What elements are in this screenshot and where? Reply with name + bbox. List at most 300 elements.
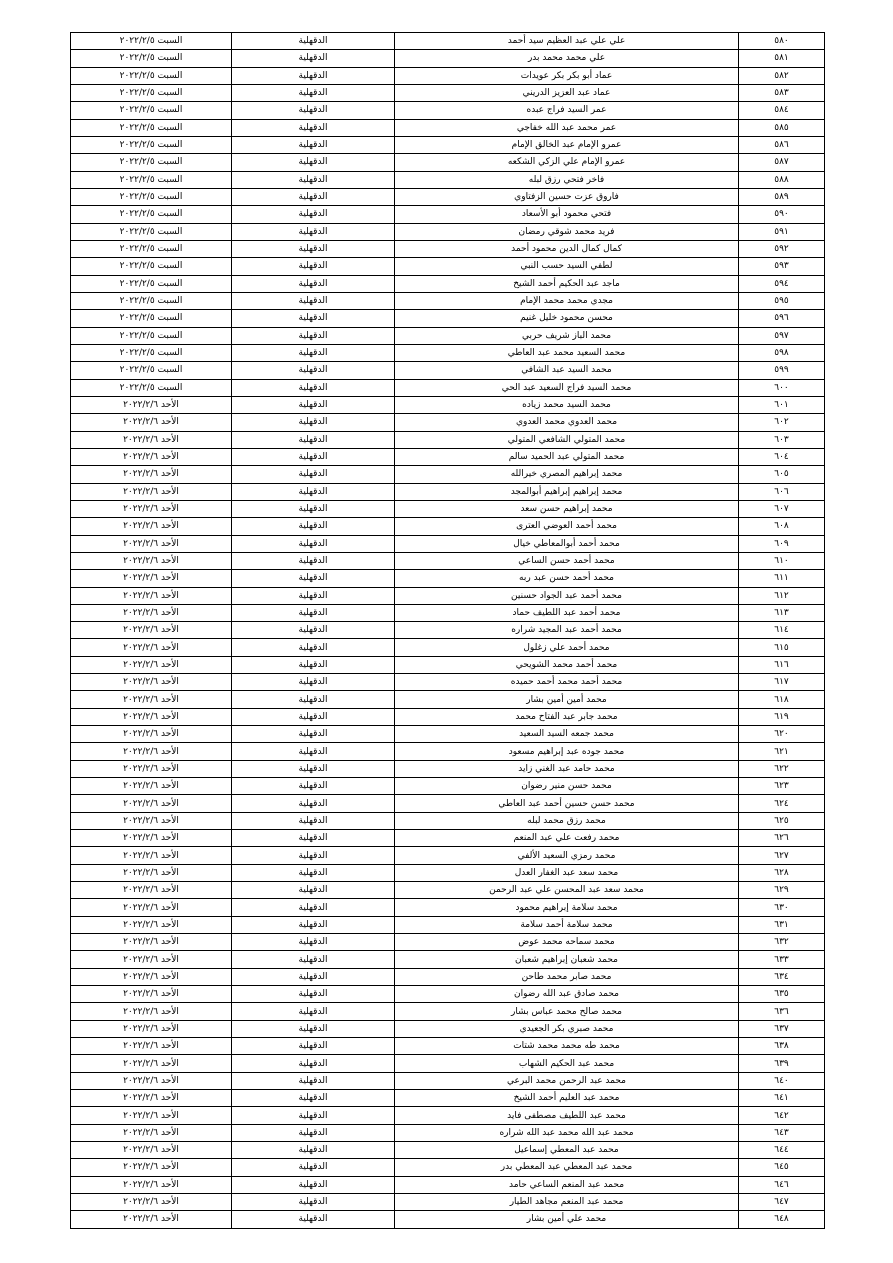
date-cell: الأحد ٢٠٢٢/٢/٦ (71, 760, 232, 777)
row-number-cell: ٥٨٩ (739, 188, 825, 205)
governorate-cell: الدقهلية (232, 310, 395, 327)
governorate-cell: الدقهلية (232, 986, 395, 1003)
name-cell: محمد المتولي الشافعي المتولي (395, 431, 739, 448)
date-cell: السبت ٢٠٢٢/٢/٥ (71, 344, 232, 361)
table-row (71, 154, 825, 171)
date-cell: السبت ٢٠٢٢/٢/٥ (71, 50, 232, 67)
date-cell: الأحد ٢٠٢٢/٢/٦ (71, 431, 232, 448)
name-cell: محمد حسن حسين أحمد عبد العاطي (395, 795, 739, 812)
row-number-cell: ٦٢١ (739, 743, 825, 760)
table-row (71, 743, 825, 760)
governorate-cell: الدقهلية (232, 864, 395, 881)
governorate-cell: الدقهلية (232, 1072, 395, 1089)
name-cell: فاروق عزت حسين الزفتاوي (395, 188, 739, 205)
table-row (71, 1159, 825, 1176)
name-cell: محمد رمزي السعيد الألفي (395, 847, 739, 864)
table-row (71, 310, 825, 327)
table-row (71, 1090, 825, 1107)
date-cell: الأحد ٢٠٢٢/٢/٦ (71, 1211, 232, 1228)
date-cell: الأحد ٢٠٢٢/٢/٦ (71, 708, 232, 725)
row-number-cell: ٦٢٦ (739, 830, 825, 847)
governorate-cell: الدقهلية (232, 362, 395, 379)
date-cell: السبت ٢٠٢٢/٢/٥ (71, 275, 232, 292)
row-number-cell: ٥٨٤ (739, 102, 825, 119)
date-cell: الأحد ٢٠٢٢/٢/٦ (71, 1020, 232, 1037)
name-cell: علي محمد محمد بدر (395, 50, 739, 67)
name-cell: عمرو الإمام عبد الخالق الإمام (395, 136, 739, 153)
row-number-cell: ٦٢٣ (739, 778, 825, 795)
table-row (71, 102, 825, 119)
row-number-cell: ٥٩٥ (739, 292, 825, 309)
name-cell: محمد سلامة أحمد سلامة (395, 916, 739, 933)
row-number-cell: ٦١٧ (739, 674, 825, 691)
table-row (71, 951, 825, 968)
date-cell: الأحد ٢٠٢٢/٢/٦ (71, 795, 232, 812)
date-cell: الأحد ٢٠٢٢/٢/٦ (71, 518, 232, 535)
governorate-cell: الدقهلية (232, 830, 395, 847)
row-number-cell: ٦٠٣ (739, 431, 825, 448)
table-row (71, 379, 825, 396)
table-row (71, 760, 825, 777)
date-cell: الأحد ٢٠٢٢/٢/٦ (71, 778, 232, 795)
date-cell: الأحد ٢٠٢٢/٢/٦ (71, 604, 232, 621)
date-cell: الأحد ٢٠٢٢/٢/٦ (71, 674, 232, 691)
governorate-cell: الدقهلية (232, 1193, 395, 1210)
table-row (71, 674, 825, 691)
table-row (71, 1107, 825, 1124)
governorate-cell: الدقهلية (232, 552, 395, 569)
date-cell: السبت ٢٠٢٢/٢/٥ (71, 292, 232, 309)
governorate-cell: الدقهلية (232, 258, 395, 275)
governorate-cell: الدقهلية (232, 968, 395, 985)
name-cell: محمد صابر محمد طاحن (395, 968, 739, 985)
date-cell: الأحد ٢٠٢٢/٢/٦ (71, 570, 232, 587)
date-cell: الأحد ٢٠٢٢/٢/٦ (71, 864, 232, 881)
name-cell: عمرو الإمام علي الزكي الشكعه (395, 154, 739, 171)
table-row (71, 206, 825, 223)
name-cell: عماد عبد العزيز الدريني (395, 84, 739, 101)
name-cell: محمد أمين أمين بشار (395, 691, 739, 708)
table-row (71, 1038, 825, 1055)
row-number-cell: ٦١٥ (739, 639, 825, 656)
governorate-cell: الدقهلية (232, 327, 395, 344)
row-number-cell: ٥٩٠ (739, 206, 825, 223)
row-number-cell: ٦٠٢ (739, 414, 825, 431)
table-row (71, 656, 825, 673)
table-row (71, 414, 825, 431)
row-number-cell: ٦٢٩ (739, 882, 825, 899)
date-cell: الأحد ٢٠٢٢/٢/٦ (71, 951, 232, 968)
row-number-cell: ٥٩٦ (739, 310, 825, 327)
governorate-cell: الدقهلية (232, 726, 395, 743)
table-body (71, 33, 825, 1229)
governorate-cell: الدقهلية (232, 84, 395, 101)
row-number-cell: ٦٠٦ (739, 483, 825, 500)
governorate-cell: الدقهلية (232, 899, 395, 916)
date-cell: الأحد ٢٠٢٢/٢/٦ (71, 483, 232, 500)
name-cell: محمد سلامة إبراهيم محمود (395, 899, 739, 916)
table-row (71, 119, 825, 136)
name-cell: محمد السيد عبد الشافي (395, 362, 739, 379)
name-cell: محمد عبد الرحمن محمد البرعي (395, 1072, 739, 1089)
row-number-cell: ٥٨٦ (739, 136, 825, 153)
governorate-cell: الدقهلية (232, 604, 395, 621)
date-cell: الأحد ٢٠٢٢/٢/٦ (71, 535, 232, 552)
row-number-cell: ٦٣٥ (739, 986, 825, 1003)
date-cell: السبت ٢٠٢٢/٢/٥ (71, 171, 232, 188)
name-cell: علي علي عبد العظيم سيد أحمد (395, 33, 739, 50)
name-cell: محمد صادق عبد الله رضوان (395, 986, 739, 1003)
row-number-cell: ٦٣٦ (739, 1003, 825, 1020)
table-row (71, 587, 825, 604)
row-number-cell: ٦٢٠ (739, 726, 825, 743)
table-row (71, 431, 825, 448)
table-row (71, 396, 825, 413)
row-number-cell: ٦١٤ (739, 622, 825, 639)
governorate-cell: الدقهلية (232, 916, 395, 933)
table-row (71, 466, 825, 483)
table-row (71, 448, 825, 465)
date-cell: الأحد ٢٠٢٢/٢/٦ (71, 552, 232, 569)
name-cell: محمد عبد المنعم مجاهد الطيار (395, 1193, 739, 1210)
row-number-cell: ٦٤٤ (739, 1142, 825, 1159)
governorate-cell: الدقهلية (232, 570, 395, 587)
date-cell: الأحد ٢٠٢٢/٢/٦ (71, 968, 232, 985)
row-number-cell: ٥٩١ (739, 223, 825, 240)
row-number-cell: ٦٣٤ (739, 968, 825, 985)
governorate-cell: الدقهلية (232, 414, 395, 431)
name-cell: محمد حسن منير رضوان (395, 778, 739, 795)
table-row (71, 916, 825, 933)
row-number-cell: ٦٤٣ (739, 1124, 825, 1141)
date-cell: الأحد ٢٠٢٢/٢/٦ (71, 726, 232, 743)
name-cell: ماجد عبد الحكيم أحمد الشيخ (395, 275, 739, 292)
date-cell: الأحد ٢٠٢٢/٢/٦ (71, 1072, 232, 1089)
name-cell: محمد عبد الحكيم الشهاب (395, 1055, 739, 1072)
row-number-cell: ٥٩٨ (739, 344, 825, 361)
governorate-cell: الدقهلية (232, 1020, 395, 1037)
name-cell: محمد رزق محمد لبله (395, 812, 739, 829)
date-cell: الأحد ٢٠٢٢/٢/٦ (71, 743, 232, 760)
governorate-cell: الدقهلية (232, 466, 395, 483)
name-cell: محمد عبد اللطيف مصطفى فايد (395, 1107, 739, 1124)
governorate-cell: الدقهلية (232, 1090, 395, 1107)
governorate-cell: الدقهلية (232, 154, 395, 171)
row-number-cell: ٥٨٣ (739, 84, 825, 101)
date-cell: السبت ٢٠٢٢/٢/٥ (71, 84, 232, 101)
name-cell: محمد عبد المعطي عبد المعطي بدر (395, 1159, 739, 1176)
row-number-cell: ٦٤٥ (739, 1159, 825, 1176)
document-sheet (70, 32, 824, 1229)
name-cell: محمد أحمد علي زغلول (395, 639, 739, 656)
date-cell: الأحد ٢٠٢٢/٢/٦ (71, 830, 232, 847)
governorate-cell: الدقهلية (232, 934, 395, 951)
governorate-cell: الدقهلية (232, 1038, 395, 1055)
name-cell: محمد أحمد محمد الشويحي (395, 656, 739, 673)
table-row (71, 362, 825, 379)
table-row (71, 1055, 825, 1072)
name-cell: محمد أحمد حسن الساعي (395, 552, 739, 569)
name-cell: محمد سماحه محمد عوض (395, 934, 739, 951)
table-row (71, 1211, 825, 1228)
governorate-cell: الدقهلية (232, 760, 395, 777)
table-row (71, 188, 825, 205)
governorate-cell: الدقهلية (232, 795, 395, 812)
table-row (71, 934, 825, 951)
row-number-cell: ٦٠٩ (739, 535, 825, 552)
governorate-cell: الدقهلية (232, 639, 395, 656)
row-number-cell: ٦٣٨ (739, 1038, 825, 1055)
table-row (71, 84, 825, 101)
table-row (71, 639, 825, 656)
row-number-cell: ٦٣٧ (739, 1020, 825, 1037)
row-number-cell: ٥٩٢ (739, 240, 825, 257)
table-row (71, 986, 825, 1003)
table-row (71, 275, 825, 292)
table-row (71, 708, 825, 725)
table-row (71, 240, 825, 257)
name-cell: محمد أحمد حسن عبد ربه (395, 570, 739, 587)
date-cell: الأحد ٢٠٢٢/٢/٦ (71, 1176, 232, 1193)
table-row (71, 899, 825, 916)
attendance-table (70, 32, 825, 1229)
table-row (71, 500, 825, 517)
governorate-cell: الدقهلية (232, 622, 395, 639)
date-cell: السبت ٢٠٢٢/٢/٥ (71, 240, 232, 257)
name-cell: فريد محمد شوقي رمضان (395, 223, 739, 240)
row-number-cell: ٥٨٥ (739, 119, 825, 136)
name-cell: محمد صالح محمد عباس بشار (395, 1003, 739, 1020)
date-cell: الأحد ٢٠٢٢/٢/٦ (71, 1090, 232, 1107)
governorate-cell: الدقهلية (232, 587, 395, 604)
name-cell: محمد أحمد عبد اللطيف حماد (395, 604, 739, 621)
date-cell: السبت ٢٠٢٢/٢/٥ (71, 154, 232, 171)
governorate-cell: الدقهلية (232, 483, 395, 500)
table-row (71, 570, 825, 587)
governorate-cell: الدقهلية (232, 344, 395, 361)
governorate-cell: الدقهلية (232, 951, 395, 968)
date-cell: السبت ٢٠٢٢/٢/٥ (71, 362, 232, 379)
governorate-cell: الدقهلية (232, 1142, 395, 1159)
date-cell: الأحد ٢٠٢٢/٢/٦ (71, 414, 232, 431)
date-cell: السبت ٢٠٢٢/٢/٥ (71, 258, 232, 275)
table-row (71, 344, 825, 361)
name-cell: محمد جمعه السيد السعيد (395, 726, 739, 743)
governorate-cell: الدقهلية (232, 708, 395, 725)
date-cell: الأحد ٢٠٢٢/٢/٦ (71, 1003, 232, 1020)
row-number-cell: ٥٩٩ (739, 362, 825, 379)
governorate-cell: الدقهلية (232, 656, 395, 673)
date-cell: الأحد ٢٠٢٢/٢/٦ (71, 466, 232, 483)
row-number-cell: ٦١٠ (739, 552, 825, 569)
governorate-cell: الدقهلية (232, 188, 395, 205)
row-number-cell: ٦١٢ (739, 587, 825, 604)
row-number-cell: ٦٢٨ (739, 864, 825, 881)
table-row (71, 50, 825, 67)
row-number-cell: ٥٨٨ (739, 171, 825, 188)
date-cell: الأحد ٢٠٢٢/٢/٦ (71, 812, 232, 829)
governorate-cell: الدقهلية (232, 1159, 395, 1176)
row-number-cell: ٦٤٧ (739, 1193, 825, 1210)
governorate-cell: الدقهلية (232, 1055, 395, 1072)
table-row (71, 968, 825, 985)
governorate-cell: الدقهلية (232, 240, 395, 257)
row-number-cell: ٦٠٨ (739, 518, 825, 535)
date-cell: الأحد ٢٠٢٢/٢/٦ (71, 587, 232, 604)
date-cell: الأحد ٢٠٢٢/٢/٦ (71, 448, 232, 465)
name-cell: فاخر فتحي رزق لبله (395, 171, 739, 188)
governorate-cell: الدقهلية (232, 379, 395, 396)
name-cell: كمال كمال الدين محمود أحمد (395, 240, 739, 257)
date-cell: الأحد ٢٠٢٢/٢/٦ (71, 1055, 232, 1072)
row-number-cell: ٦١٣ (739, 604, 825, 621)
name-cell: محمد سعد عبد المحسن علي عبد الرحمن (395, 882, 739, 899)
name-cell: محمد صبري بكر الجعيدي (395, 1020, 739, 1037)
table-row (71, 1124, 825, 1141)
name-cell: محمد إبراهيم إبراهيم أبوالمجد (395, 483, 739, 500)
governorate-cell: الدقهلية (232, 674, 395, 691)
row-number-cell: ٦٤٢ (739, 1107, 825, 1124)
name-cell: محمد العدوي محمد العدوي (395, 414, 739, 431)
name-cell: عمر السيد فراج عبده (395, 102, 739, 119)
row-number-cell: ٥٩٤ (739, 275, 825, 292)
row-number-cell: ٦١١ (739, 570, 825, 587)
table-row (71, 691, 825, 708)
table-row (71, 1072, 825, 1089)
name-cell: محمد رفعت علي عبد المنعم (395, 830, 739, 847)
row-number-cell: ٦٤١ (739, 1090, 825, 1107)
row-number-cell: ٦٠٥ (739, 466, 825, 483)
name-cell: محمد أحمد أبوالمعاطي خيال (395, 535, 739, 552)
row-number-cell: ٦٣١ (739, 916, 825, 933)
date-cell: الأحد ٢٠٢٢/٢/٦ (71, 934, 232, 951)
date-cell: الأحد ٢٠٢٢/٢/٦ (71, 986, 232, 1003)
table-row (71, 795, 825, 812)
date-cell: السبت ٢٠٢٢/٢/٥ (71, 33, 232, 50)
table-row (71, 552, 825, 569)
governorate-cell: الدقهلية (232, 812, 395, 829)
name-cell: عماد أبو بكر بكر عويدات (395, 67, 739, 84)
name-cell: محمد شعبان إبراهيم شعبان (395, 951, 739, 968)
governorate-cell: الدقهلية (232, 518, 395, 535)
date-cell: السبت ٢٠٢٢/٢/٥ (71, 136, 232, 153)
row-number-cell: ٦٠٠ (739, 379, 825, 396)
row-number-cell: ٦٤٦ (739, 1176, 825, 1193)
row-number-cell: ٦٠٧ (739, 500, 825, 517)
row-number-cell: ٥٩٣ (739, 258, 825, 275)
governorate-cell: الدقهلية (232, 1211, 395, 1228)
name-cell: محمد إبراهيم المصري خيرالله (395, 466, 739, 483)
date-cell: السبت ٢٠٢٢/٢/٥ (71, 223, 232, 240)
governorate-cell: الدقهلية (232, 847, 395, 864)
row-number-cell: ٦٠١ (739, 396, 825, 413)
table-row (71, 223, 825, 240)
row-number-cell: ٦٣٠ (739, 899, 825, 916)
row-number-cell: ٦٢٧ (739, 847, 825, 864)
table-row (71, 1193, 825, 1210)
governorate-cell: الدقهلية (232, 67, 395, 84)
governorate-cell: الدقهلية (232, 1107, 395, 1124)
governorate-cell: الدقهلية (232, 33, 395, 50)
date-cell: السبت ٢٠٢٢/٢/٥ (71, 310, 232, 327)
name-cell: محمد السعيد محمد عبد العاطي (395, 344, 739, 361)
governorate-cell: الدقهلية (232, 500, 395, 517)
row-number-cell: ٦٣٣ (739, 951, 825, 968)
table-row (71, 778, 825, 795)
name-cell: محمد أحمد العوضي العترى (395, 518, 739, 535)
row-number-cell: ٦٤٠ (739, 1072, 825, 1089)
date-cell: السبت ٢٠٢٢/٢/٥ (71, 379, 232, 396)
name-cell: لطفي السيد حسب النبي (395, 258, 739, 275)
name-cell: محمد عبد الله محمد عبد الله شراره (395, 1124, 739, 1141)
date-cell: الأحد ٢٠٢٢/٢/٦ (71, 916, 232, 933)
date-cell: الأحد ٢٠٢٢/٢/٦ (71, 622, 232, 639)
governorate-cell: الدقهلية (232, 119, 395, 136)
governorate-cell: الدقهلية (232, 102, 395, 119)
governorate-cell: الدقهلية (232, 778, 395, 795)
row-number-cell: ٦١٩ (739, 708, 825, 725)
date-cell: السبت ٢٠٢٢/٢/٥ (71, 327, 232, 344)
date-cell: السبت ٢٠٢٢/٢/٥ (71, 119, 232, 136)
row-number-cell: ٦١٨ (739, 691, 825, 708)
table-row (71, 1003, 825, 1020)
table-row (71, 830, 825, 847)
name-cell: محمد عبد المنعم الساعي حامد (395, 1176, 739, 1193)
row-number-cell: ٥٨٧ (739, 154, 825, 171)
name-cell: محمد أحمد محمد أحمد حميده (395, 674, 739, 691)
date-cell: السبت ٢٠٢٢/٢/٥ (71, 102, 232, 119)
name-cell: محمد علي أمين بشار (395, 1211, 739, 1228)
name-cell: محمد السيد فراج السعيد عبد الحي (395, 379, 739, 396)
governorate-cell: الدقهلية (232, 691, 395, 708)
table-row (71, 292, 825, 309)
table-row (71, 67, 825, 84)
date-cell: السبت ٢٠٢٢/٢/٥ (71, 67, 232, 84)
date-cell: الأحد ٢٠٢٢/٢/٦ (71, 899, 232, 916)
name-cell: فتحي محمود أبو الأسعاد (395, 206, 739, 223)
name-cell: محمد المتولي عبد الحميد سالم (395, 448, 739, 465)
name-cell: محمد إبراهيم حسن سعد (395, 500, 739, 517)
governorate-cell: الدقهلية (232, 171, 395, 188)
table-row (71, 535, 825, 552)
governorate-cell: الدقهلية (232, 1124, 395, 1141)
name-cell: محمد جابر عبد الفتاح محمد (395, 708, 739, 725)
name-cell: محسن محمود خليل غنيم (395, 310, 739, 327)
table-row (71, 1020, 825, 1037)
table-row (71, 258, 825, 275)
name-cell: عمر محمد عبد الله خفاجي (395, 119, 739, 136)
name-cell: محمد أحمد عبد المجيد شراره (395, 622, 739, 639)
row-number-cell: ٦٠٤ (739, 448, 825, 465)
date-cell: الأحد ٢٠٢٢/٢/٦ (71, 1159, 232, 1176)
row-number-cell: ٥٩٧ (739, 327, 825, 344)
governorate-cell: الدقهلية (232, 1003, 395, 1020)
governorate-cell: الدقهلية (232, 136, 395, 153)
name-cell: محمد أحمد عبد الجواد حسنين (395, 587, 739, 604)
governorate-cell: الدقهلية (232, 1176, 395, 1193)
row-number-cell: ٥٨٢ (739, 67, 825, 84)
governorate-cell: الدقهلية (232, 206, 395, 223)
governorate-cell: الدقهلية (232, 50, 395, 67)
governorate-cell: الدقهلية (232, 882, 395, 899)
table-row (71, 136, 825, 153)
governorate-cell: الدقهلية (232, 292, 395, 309)
date-cell: الأحد ٢٠٢٢/٢/٦ (71, 847, 232, 864)
name-cell: محمد سعد عبد الغفار العدل (395, 864, 739, 881)
row-number-cell: ٦٣٢ (739, 934, 825, 951)
table-row (71, 604, 825, 621)
row-number-cell: ٦٢٤ (739, 795, 825, 812)
